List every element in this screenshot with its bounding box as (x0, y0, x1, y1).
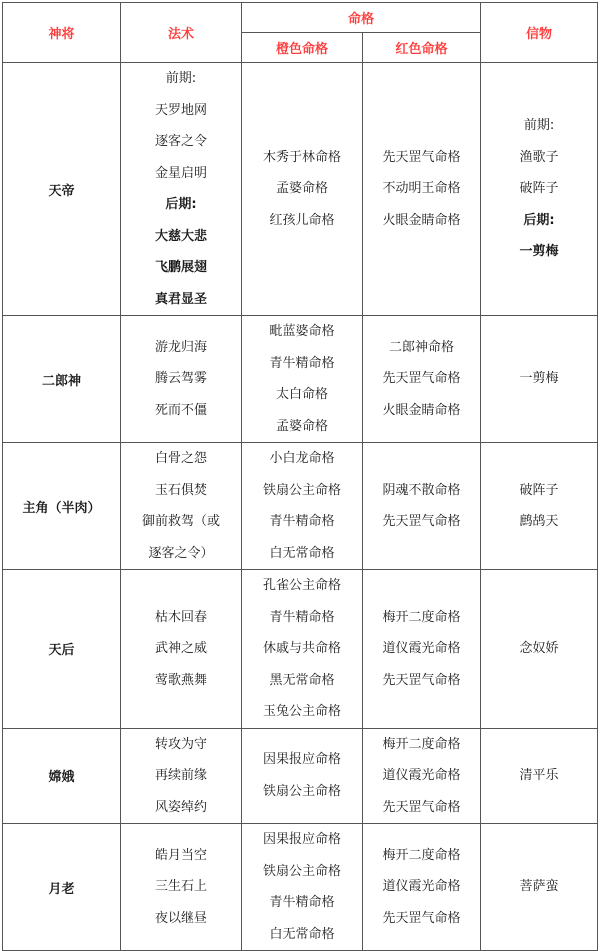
orange-mingge-item: 青牛精命格 (269, 514, 335, 529)
xinwu-item: 前期: (523, 118, 555, 134)
fashu-item: 风姿绰约 (154, 799, 207, 815)
xinwu-item: 一剪梅 (519, 244, 559, 260)
orange-mingge-item: 铁扇公主命格 (262, 863, 341, 879)
orange-mingge-item: 孔雀公主命格 (262, 578, 341, 593)
xinwu-cell (481, 63, 598, 316)
orange-mingge-item: 白无常命格 (269, 926, 335, 942)
fashu-item: 飞鹏展翅 (154, 260, 207, 275)
xinwu-item: 一剪梅 (519, 371, 559, 387)
red-mingge-item: 道仪霞光命格 (382, 768, 461, 783)
orange-mingge-cell (242, 316, 363, 443)
red-mingge-item: 二郎神命格 (389, 339, 455, 355)
red-mingge-item: 道仪霞光命格 (382, 641, 461, 656)
header-red-mingge: 红色命格 (363, 33, 481, 63)
fashu-item: 白骨之怨 (154, 451, 207, 466)
xinwu-item: 菩萨蛮 (519, 879, 559, 895)
table-row (3, 728, 598, 824)
fashu-item: 天罗地网 (154, 102, 207, 118)
fashu-cell (121, 443, 242, 570)
orange-mingge-item: 木秀于林命格 (262, 149, 341, 165)
xinwu-item: 破阵子 (519, 181, 559, 197)
fashu-item: 再续前缘 (154, 768, 207, 783)
shenjiang-name: 天后 (3, 570, 121, 729)
orange-mingge-cell (242, 443, 363, 570)
orange-mingge-item: 休戚与共命格 (262, 641, 341, 656)
fashu-item: 逐客之令） (148, 545, 214, 561)
xinwu-cell (481, 570, 598, 729)
shenjiang-name: 天帝 (3, 63, 121, 316)
orange-mingge-cell (242, 728, 363, 824)
fashu-item: 前期: (165, 71, 197, 86)
red-mingge-item: 火眼金睛命格 (382, 402, 461, 418)
red-mingge-cell (363, 728, 481, 824)
red-mingge-item: 先天罡气命格 (382, 910, 461, 926)
shenjiang-name: 月老 (3, 824, 121, 951)
red-mingge-item: 火眼金睛命格 (382, 212, 461, 228)
red-mingge-item: 先天罡气命格 (382, 672, 461, 688)
orange-mingge-item: 铁扇公主命格 (262, 482, 341, 498)
fashu-item: 逐客之令 (154, 134, 207, 149)
xinwu-item: 鹧鸪天 (519, 514, 559, 529)
header-orange-mingge: 橙色命格 (242, 33, 363, 63)
red-mingge-item: 梅开二度命格 (382, 736, 461, 752)
table-row (3, 570, 598, 729)
fashu-item: 武神之威 (154, 641, 207, 656)
red-mingge-item: 道仪霞光命格 (382, 879, 461, 895)
fashu-item: 转攻为守 (154, 736, 207, 752)
orange-mingge-item: 白无常命格 (269, 545, 335, 561)
fashu-item: 死而不僵 (154, 402, 207, 418)
xinwu-item: 渔歌子 (519, 149, 559, 165)
fashu-cell (121, 570, 242, 729)
xinwu-item: 清平乐 (519, 768, 559, 783)
red-mingge-item: 先天罡气命格 (382, 514, 461, 529)
shenjiang-name: 二郎神 (3, 316, 121, 443)
xinwu-cell (481, 443, 598, 570)
shenjiang-name: 嫦娥 (3, 728, 121, 824)
fashu-item: 三生石上 (154, 879, 207, 895)
xinwu-item: 破阵子 (519, 482, 559, 498)
header-fashu: 法术 (121, 3, 242, 63)
fashu-item: 枯木回春 (154, 609, 207, 625)
orange-mingge-item: 因果报应命格 (262, 832, 341, 847)
fashu-item: 游龙归海 (154, 339, 207, 355)
red-mingge-item: 先天罡气命格 (382, 371, 461, 387)
shenjiang-name: 主角（半肉） (3, 443, 121, 570)
fashu-item: 夜以继昼 (154, 910, 207, 926)
orange-mingge-item: 玉兔公主命格 (262, 704, 341, 719)
red-mingge-item: 阴魂不散命格 (382, 482, 461, 498)
table-body (3, 63, 598, 951)
xinwu-item: 念奴娇 (519, 641, 559, 656)
orange-mingge-item: 青牛精命格 (269, 355, 335, 371)
orange-mingge-item: 铁扇公主命格 (262, 783, 341, 799)
red-mingge-cell (363, 570, 481, 729)
red-mingge-cell (363, 443, 481, 570)
orange-mingge-cell (242, 63, 363, 316)
orange-mingge-item: 孟婆命格 (275, 181, 328, 197)
orange-mingge-item: 毗蓝婆命格 (269, 324, 335, 339)
fashu-item: 后期: (165, 197, 197, 212)
xinwu-item: 后期: (523, 212, 555, 228)
orange-mingge-item: 青牛精命格 (269, 609, 335, 625)
fashu-item: 真君显圣 (154, 291, 207, 307)
red-mingge-item: 先天罡气命格 (382, 799, 461, 815)
header-xinwu: 信物 (481, 3, 598, 63)
table-row (3, 443, 598, 570)
table-row (3, 824, 598, 951)
fashu-item: 腾云驾雾 (154, 371, 207, 387)
fashu-item: 玉石俱焚 (154, 482, 207, 498)
orange-mingge-item: 红孩儿命格 (269, 212, 335, 228)
header-shenjiang: 神将 (3, 3, 121, 63)
build-table (2, 2, 598, 951)
red-mingge-item: 梅开二度命格 (382, 609, 461, 625)
table-row (3, 63, 598, 316)
red-mingge-item: 不动明王命格 (382, 181, 461, 197)
xinwu-cell (481, 728, 598, 824)
fashu-item: 皓月当空 (154, 847, 207, 863)
xinwu-cell (481, 824, 598, 951)
xinwu-cell (481, 316, 598, 443)
fashu-cell (121, 728, 242, 824)
orange-mingge-item: 太白命格 (275, 387, 328, 402)
orange-mingge-item: 小白龙命格 (269, 451, 335, 466)
red-mingge-item: 先天罡气命格 (382, 149, 461, 165)
red-mingge-cell (363, 824, 481, 951)
red-mingge-cell (363, 63, 481, 316)
header-mingge: 命格 (242, 3, 481, 33)
fashu-item: 莺歌燕舞 (154, 672, 207, 688)
orange-mingge-cell (242, 570, 363, 729)
fashu-cell (121, 824, 242, 951)
orange-mingge-item: 黑无常命格 (269, 672, 335, 688)
red-mingge-cell (363, 316, 481, 443)
fashu-item: 大慈大悲 (154, 228, 207, 244)
fashu-cell (121, 316, 242, 443)
orange-mingge-cell (242, 824, 363, 951)
red-mingge-item: 梅开二度命格 (382, 847, 461, 863)
table-row (3, 316, 598, 443)
fashu-item: 御前救驾（或 (141, 514, 220, 529)
fashu-item: 金星启明 (154, 165, 207, 181)
fashu-cell (121, 63, 242, 316)
orange-mingge-item: 因果报应命格 (262, 752, 341, 768)
orange-mingge-item: 青牛精命格 (269, 895, 335, 910)
orange-mingge-item: 孟婆命格 (275, 418, 328, 434)
